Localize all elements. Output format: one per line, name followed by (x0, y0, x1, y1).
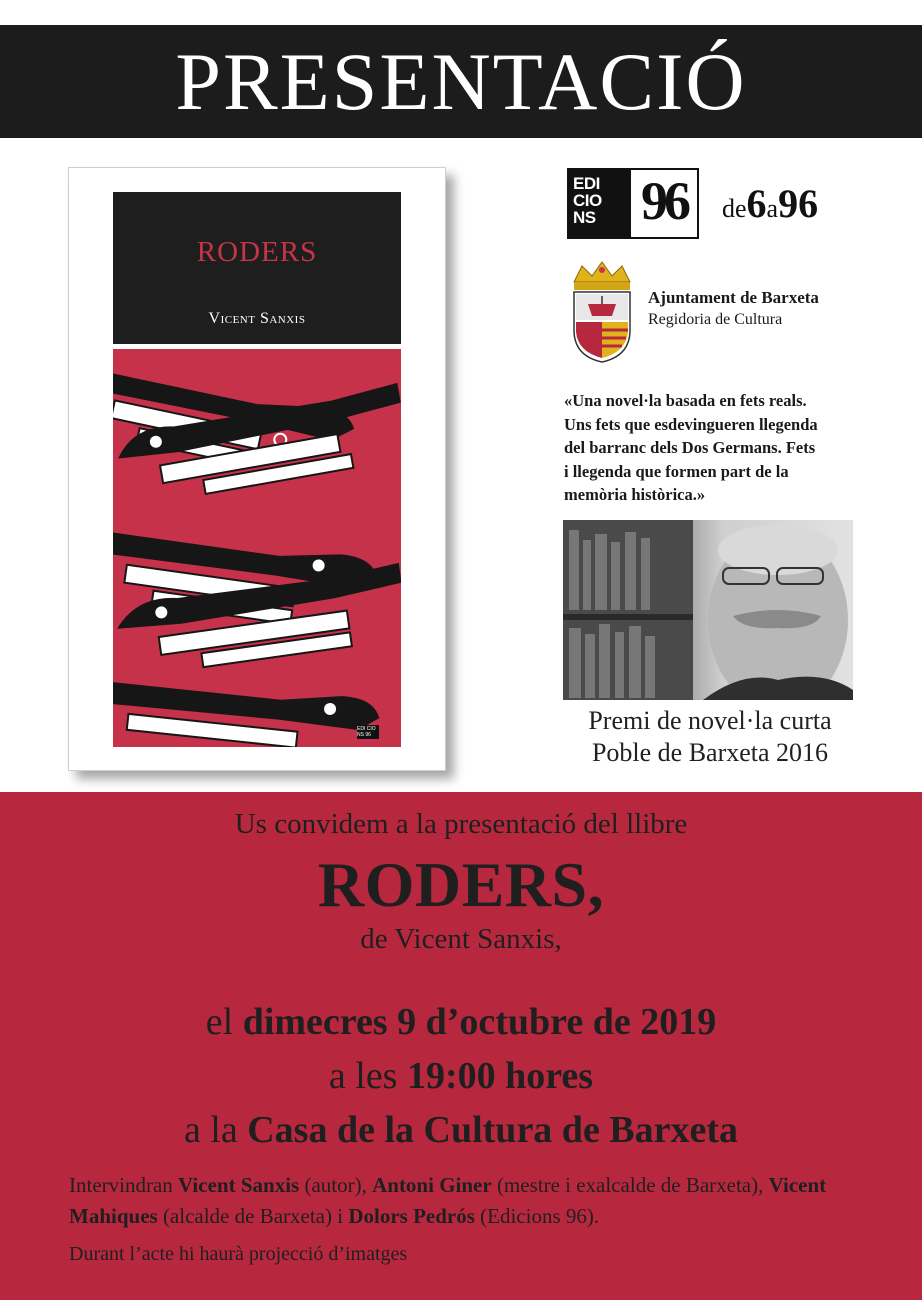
event-note: Durant l’acte hi haurà projecció d’imatges (69, 1243, 408, 1265)
author-photo (563, 520, 853, 700)
cover-title: RODERS (196, 236, 318, 268)
cover-header (113, 192, 401, 344)
council-department: Regidoria de Cultura (648, 311, 783, 328)
council-crest-icon (562, 260, 642, 364)
publisher-logo (567, 168, 699, 239)
event-invite: Us convidem a la presentació del llibre (234, 808, 688, 840)
cover-author: Vicent Sanxis (208, 310, 306, 327)
council-name: Ajuntament de Barxeta (648, 288, 819, 307)
header-bar (0, 25, 922, 138)
page-title: PRESENTACIÓ (175, 35, 747, 127)
event-time: a les 19:00 hores (328, 1055, 594, 1097)
event-speakers: Intervindran Vicent Sanxis (autor), Antoni Giner (mestre i exalcalde de Barxeta), Vicent Mahiques (alcalde de Barxeta) i Dolors Pedrós (Edicions 96). (69, 1173, 827, 1228)
event-date: el dimecres 9 d’octubre de 2019 (205, 1001, 717, 1043)
cover-illustration (113, 349, 401, 747)
event-book-title: RODERS, (317, 849, 605, 920)
cover-publisher-logo: EDI CIO NS 96 (357, 725, 379, 739)
prize-text: Premi de novel·la curta Poble de Barxeta 2016 (588, 706, 832, 767)
event-venue: a la Casa de la Cultura de Barxeta (183, 1109, 739, 1151)
event-author: de Vicent Sanxis, (360, 923, 562, 955)
book-quote: «Una novel·la basada en fets reals. Uns fets que esdevingueren llegenda del barranc dels Dos Germans. Fets i llegenda que formen part de la memòria històrica.» (564, 391, 818, 504)
publisher-logo-number: 96 (641, 171, 687, 231)
book-cover (68, 167, 446, 771)
publisher-logo-words: EDI CIO NS (569, 170, 631, 237)
collection-tagline: de6a96 (722, 181, 819, 226)
